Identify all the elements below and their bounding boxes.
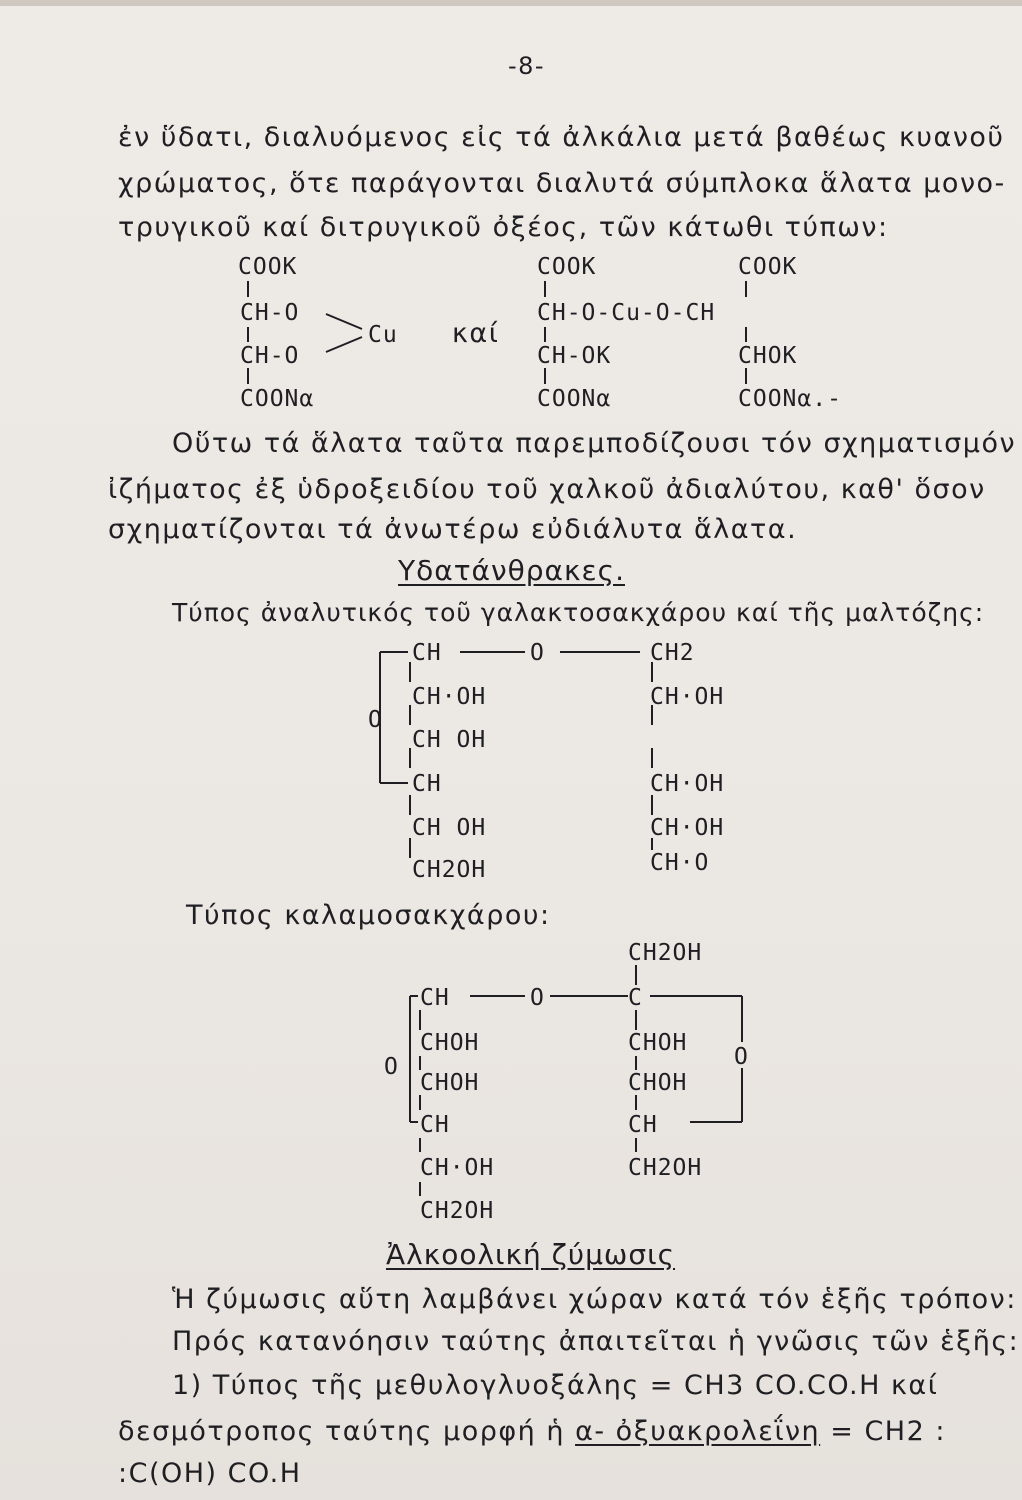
section-heading: Ἀλκοολική ζύμωσις (386, 1238, 676, 1271)
formula-text: COONα (240, 386, 315, 412)
formula-text: CH OH (412, 815, 487, 841)
formula-text: CH OH (412, 727, 487, 753)
formula-text: CH2 (650, 640, 695, 666)
ring-oxygen: O (734, 1044, 749, 1070)
paragraph-line: ἐν ὕδατι, διαλυόμενος εἰς τά ἀλκάλια μετά βαθέως κυανοῦ (118, 122, 1005, 153)
formula-text: COOK (238, 254, 298, 280)
formula-text: CHOK (738, 343, 798, 369)
formula-text: CH-O (240, 300, 300, 326)
formula-text: CH (412, 640, 442, 666)
formula-text: CHOH (628, 1030, 688, 1056)
formula-text: CH·OH (650, 771, 725, 797)
formula-text: CH (628, 1112, 658, 1138)
formula-text: CH (412, 771, 442, 797)
formula-text: CHOH (628, 1070, 688, 1096)
conjunction-text: καί (452, 318, 500, 349)
section-heading: Υδατάνθρακες. (398, 554, 625, 587)
ring-oxygen: O (368, 707, 383, 733)
paragraph-line: τρυγικοῦ καί διτρυγικοῦ ὀξέος, τῶν κάτωθι τύπων: (118, 212, 889, 243)
formula-text: CH·OH (650, 684, 725, 710)
formula-text: CH·OH (412, 684, 487, 710)
formula-text: CH·O (650, 850, 710, 876)
formula-text: CH2OH (628, 940, 703, 966)
paragraph-line: ἰζήματος ἐξ ὑδροξειδίου τοῦ χαλκοῦ ἀδιαλύτου, καθ' ὅσον (108, 474, 986, 505)
formula-text: Cu (368, 322, 398, 348)
paragraph-line: Τύπος καλαμοσακχάρου: (186, 900, 551, 931)
paragraph-line: Οὕτω τά ἅλατα ταῦτα παρεμποδίζουσι τόν σχηματισμόν (172, 428, 1017, 459)
formula-text: CH2OH (420, 1198, 495, 1224)
paragraph-line: σχηματίζονται τά ἀνωτέρω εὐδιάλυτα ἅλατα. (108, 514, 798, 545)
paragraph-line: χρώματος, ὅτε παράγονται διαλυτά σύμπλοκα ἅλατα μονο- (118, 168, 1006, 199)
formula-text: COOK (537, 254, 597, 280)
formula-text: CH·OH (650, 815, 725, 841)
formula-text: CH-O (240, 343, 300, 369)
formula-text: CH2OH (628, 1155, 703, 1181)
text-span: δεσμότροπος ταύτης μορφή ἡ (118, 1416, 565, 1447)
formula-text: COONα.- (738, 386, 842, 412)
formula-text: CH-O-Cu-O-CH (537, 300, 716, 326)
text-span: = CH2 : (830, 1416, 946, 1447)
formula-text: CH-OK (537, 343, 612, 369)
ring-oxygen: O (384, 1054, 399, 1080)
paragraph-line (118, 1416, 946, 1447)
formula-text: CH (420, 1112, 450, 1138)
paragraph-line: Τύπος ἀναλυτικός τοῦ γαλακτοσακχάρου καί τῆς μαλτόζης: (172, 598, 985, 627)
formula-text: CH (420, 985, 450, 1011)
bridge-oxygen: O (530, 985, 545, 1011)
formula-text: COONα (537, 386, 612, 412)
formula-text: CH·OH (420, 1155, 495, 1181)
formula-text: COOK (738, 254, 798, 280)
bridge-oxygen: O (530, 640, 545, 666)
formula-text: CHOH (420, 1070, 480, 1096)
underlined-term: α- ὀξυακρολεΐνη (575, 1416, 821, 1447)
formula-text: CH2OH (412, 857, 487, 883)
paragraph-line: :C(OH) CO.H (118, 1458, 302, 1489)
formula-text: C (628, 985, 643, 1011)
paragraph-line: Πρός κατανόησιν ταύτης ἀπαιτεῖται ἡ γνῶσις τῶν ἑξῆς: (172, 1326, 1020, 1357)
page-number: -8- (508, 52, 546, 80)
formula-text: CHOH (420, 1030, 480, 1056)
paragraph-line: Ἡ ζύμωσις αὕτη λαμβάνει χώραν κατά τόν ἑξῆς τρόπον: (172, 1284, 1017, 1315)
paragraph-line: 1) Τύπος τῆς μεθυλογλυοξάλης = CH3 CO.CO.H καί (172, 1370, 939, 1401)
